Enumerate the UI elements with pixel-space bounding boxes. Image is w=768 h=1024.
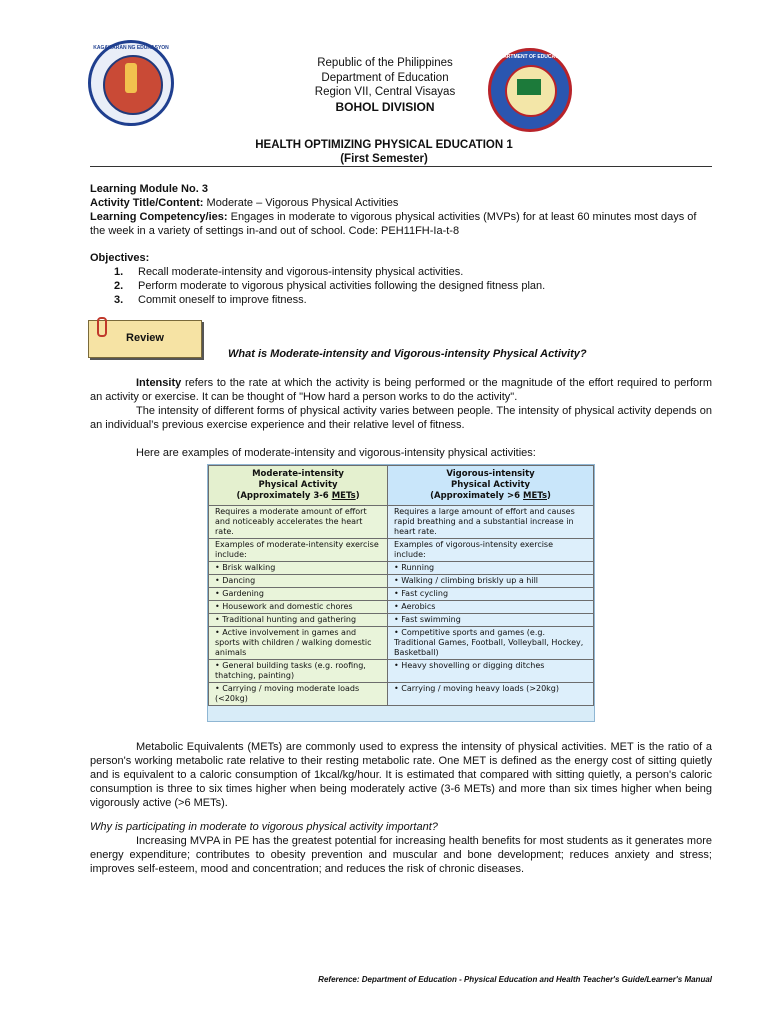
vigorous-cell: • Aerobics — [388, 601, 594, 614]
deped-seal-text: KAGAWARAN NG EDUKASYON — [93, 45, 169, 51]
table-header-row — [209, 466, 594, 506]
course-title-text: HEALTH OPTIMIZING PHYSICAL EDUCATION 1 — [255, 139, 513, 151]
intensity-paragraph — [90, 376, 712, 404]
table-row — [209, 506, 594, 539]
moderate-cell: Examples of moderate-intensity exercise include: — [209, 539, 388, 562]
vigorous-cell: Requires a large amount of effort and causes rapid breathing and a substantial increase in heart rate. — [388, 506, 594, 539]
reference-footer: Reference: Department of Education - Physical Education and Health Teacher's Guide/Learner's Manual — [318, 975, 712, 984]
division-seal-logo — [488, 48, 572, 132]
table-row — [209, 683, 594, 706]
letterhead-division: BOHOL DIVISION — [335, 99, 435, 114]
moderate-cell: • Housework and domestic chores — [209, 601, 388, 614]
book-icon — [517, 79, 541, 95]
review-label-box — [88, 320, 202, 358]
competency-line — [90, 210, 712, 238]
moderate-cell: • Gardening — [209, 588, 388, 601]
activity-table — [208, 465, 594, 706]
division-seal-text: DEPARTMENT OF EDUCATION — [493, 54, 567, 60]
vigorous-cell: • Fast swimming — [388, 614, 594, 627]
moderate-cell: • General building tasks (e.g. roofing, thatching, painting) — [209, 660, 388, 683]
why-paragraph: Increasing MVPA in PE has the greatest potential for increasing health benefits for most students as it generates more energy expenditure; contributes to obesity prevention and muscular and bone development; reduces anxiety and stress; improves self-esteem, mood and concentration; and reduces the risk of chronic diseases. — [90, 835, 712, 875]
objectives-list — [114, 265, 674, 307]
vigorous-cell: • Carrying / moving heavy loads (>20kg) — [388, 683, 594, 706]
activity-title-line — [90, 196, 712, 210]
why-question: Why is participating in moderate to vigorous physical activity important? — [90, 821, 438, 833]
mets-paragraph: Metabolic Equivalents (METs) are commonly used to express the intensity of physical activities. MET is the ratio of a person's working metabolic rate relative to their resting metabolic rate. One MET is defined as the energy cost of sitting quietly and is equivalent to a caloric consumption of 1kcal/kg/hour. It is estimated that compared with sitting quietly, a person's caloric consumption is three to six times higher when being moderately active (3-6 METs) and more than six times higher when being vigorously active (>6 METs). — [90, 741, 712, 809]
moderate-header: Moderate-intensity Physical Activity (Approximately 3-6 METs) — [209, 466, 388, 506]
intensity-variation-paragraph: The intensity of different forms of physical activity varies between people. The intensity of physical activity depends on an individual’s previous exercise experience and their relative level of fitness. — [90, 405, 712, 431]
intensity-term: Intensity — [136, 377, 182, 389]
table-row — [209, 614, 594, 627]
review-question: What is Moderate-intensity and Vigorous-intensity Physical Activity? — [228, 348, 587, 360]
table-row — [209, 601, 594, 614]
module-info — [90, 182, 712, 238]
module-number: Learning Module No. 3 — [90, 183, 208, 195]
course-semester: (First Semester) — [340, 153, 428, 165]
vigorous-cell: • Competitive sports and games (e.g. Traditional Games, Football, Volleyball, Hockey, Basketball) — [388, 627, 594, 660]
vigorous-header: Vigorous-intensity Physical Activity (Approximately >6 METs) — [388, 466, 594, 506]
vigorous-cell: Examples of vigorous-intensity exercise include: — [388, 539, 594, 562]
objective-item: 2. Perform moderate to vigorous physical activities following the designed fitness plan. — [114, 280, 546, 292]
activity-title-value: Moderate – Vigorous Physical Activities — [203, 197, 399, 209]
table-row — [209, 588, 594, 601]
vigorous-cell: • Heavy shovelling or digging ditches — [388, 660, 594, 683]
table-row — [209, 627, 594, 660]
torch-icon — [125, 63, 137, 93]
activity-title-label: Activity Title/Content: — [90, 197, 204, 209]
moderate-cell: Requires a moderate amount of effort and noticeably accelerates the heart rate. — [209, 506, 388, 539]
letterhead-department: Department of Education — [321, 71, 449, 84]
objective-item: 3. Commit oneself to improve fitness. — [114, 294, 307, 306]
letterhead-region: Region VII, Central Visayas — [314, 86, 456, 98]
intensity-definition: refers to the rate at which the activity is being performed or the magnitude of the effort required to perform an activity or exercise. It can be thought of "How hard a person works to do the activity". — [90, 377, 712, 403]
moderate-cell: • Active involvement in games and sports with children / walking domestic animals — [209, 627, 388, 660]
table-row — [209, 660, 594, 683]
letterhead — [300, 56, 470, 114]
activity-table-image — [207, 464, 595, 722]
moderate-cell: • Brisk walking — [209, 562, 388, 575]
competency-value: Engages in moderate to vigorous physical activities (MVPs) for at least 60 minutes most days of the week in a variety of settings in-and out of school. Code: PEH11FH-Ia-t-8 — [90, 211, 697, 237]
table-row — [209, 575, 594, 588]
objective-item: 1. Recall moderate-intensity and vigorous-intensity physical activities. — [114, 266, 464, 278]
vigorous-cell: • Fast cycling — [388, 588, 594, 601]
moderate-cell: • Dancing — [209, 575, 388, 588]
moderate-cell: • Carrying / moving moderate loads (<20kg) — [209, 683, 388, 706]
review-label: Review — [126, 332, 164, 344]
letterhead-republic: Republic of the Philippines — [317, 57, 453, 69]
vigorous-cell: • Walking / climbing briskly up a hill — [388, 575, 594, 588]
deped-seal-logo — [88, 40, 174, 126]
competency-label: Learning Competency/ies: — [90, 211, 228, 223]
course-title — [200, 138, 568, 166]
table-row — [209, 539, 594, 562]
vigorous-cell: • Running — [388, 562, 594, 575]
header-divider — [90, 166, 712, 167]
objectives-heading: Objectives: — [90, 252, 150, 264]
table-row — [209, 562, 594, 575]
examples-intro: Here are examples of moderate-intensity and vigorous-intensity physical activities: — [136, 447, 536, 459]
moderate-cell: • Traditional hunting and gathering — [209, 614, 388, 627]
